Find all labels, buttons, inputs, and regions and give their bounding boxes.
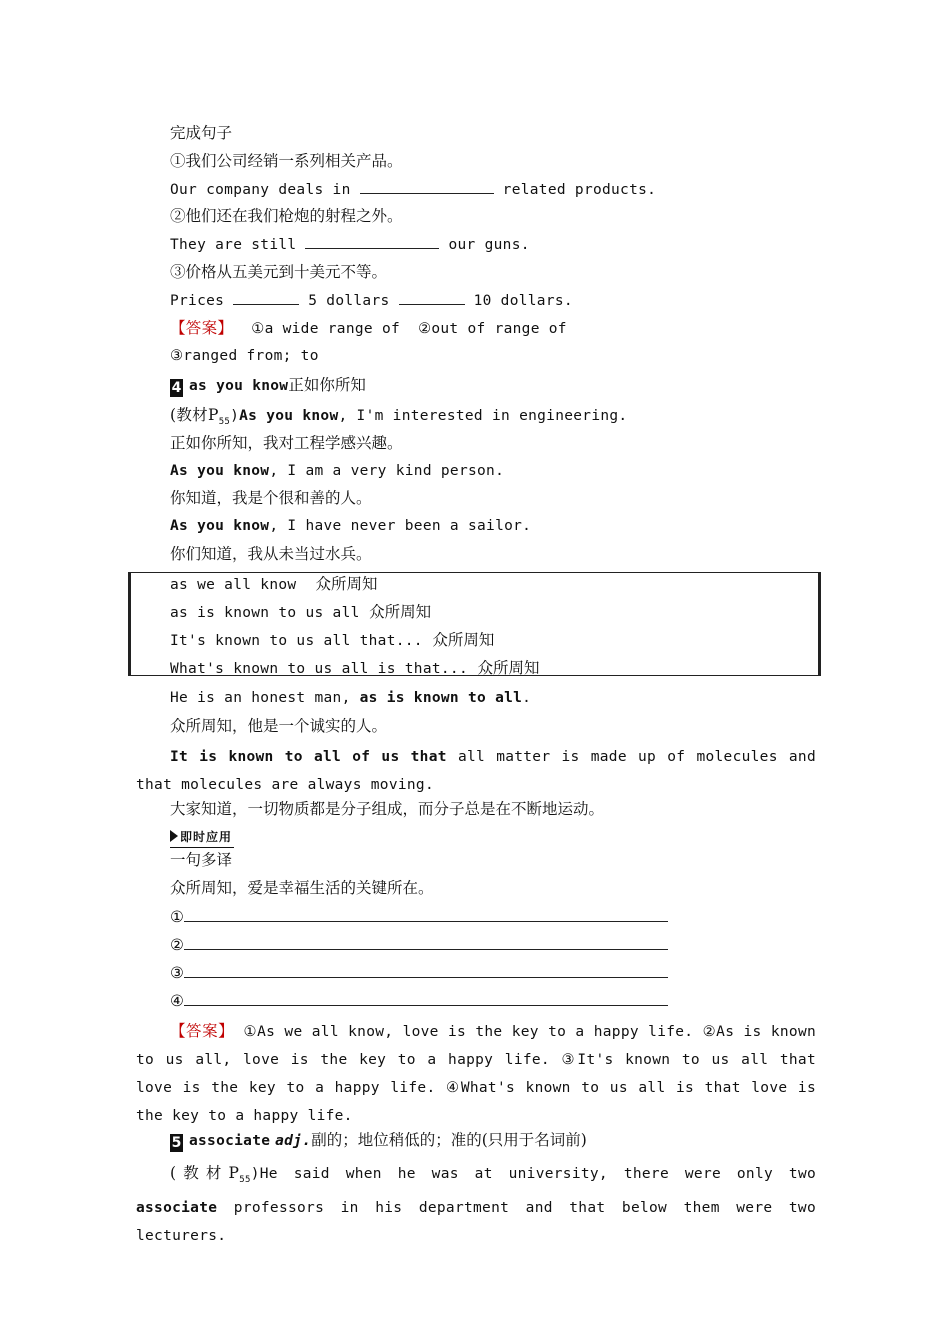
blank-line[interactable]: [184, 934, 668, 950]
exercise-heading: 完成句子: [170, 124, 233, 142]
instant-apply-tag: 即时应用: [170, 826, 234, 848]
section-5-example: (教材$P_{55})He$ said when he was at university, there were only two associate professors in his department and that below them were two lecturers.: [136, 1164, 816, 1244]
answer-line-1: 【答案】 ①a wide range of ②out of range of: [170, 319, 567, 337]
blank-line[interactable]: [305, 234, 439, 249]
question-3-english: Prices 5 dollars 10 dollars.: [170, 290, 573, 311]
example-1-translation: 正如你所知，我对工程学感兴趣。: [170, 434, 403, 452]
example-1: (教材$P_{55})As$ you know, I'm interested in engineering.: [170, 406, 628, 427]
expression-item: It's known to us all that... 众所周知: [170, 631, 495, 649]
triangle-icon: [170, 830, 178, 842]
example-2-translation: 你知道，我是个很和善的人。: [170, 489, 372, 507]
section-5-title: 5 associate adj.副的；地位稍低的；准的(只用于名词前): [171, 1131, 587, 1151]
section-number-badge: 4: [171, 380, 182, 396]
practice-sentence: 众所周知，爱是幸福生活的关键所在。: [170, 879, 434, 897]
answer-label: 【答案】: [170, 1022, 235, 1040]
example-2: As you know, I am a very kind person.: [170, 463, 505, 479]
example-3: As you know, I have never been a sailor.: [170, 518, 532, 534]
answer-blank-4: ④: [170, 990, 668, 1011]
answer-blank-3: ③: [170, 962, 668, 983]
question-1-chinese: ①我们公司经销一系列相关产品。: [170, 152, 403, 170]
question-2-chinese: ②他们还在我们枪炮的射程之外。: [170, 207, 403, 225]
expression-item: as we all know 众所周知: [170, 575, 378, 593]
blank-line[interactable]: [233, 290, 299, 305]
blank-line[interactable]: [360, 179, 494, 194]
answer-line-2: ③ranged from; to: [170, 348, 319, 364]
answer-label: 【答案】: [170, 319, 234, 337]
practice-heading: 一句多译: [170, 851, 233, 869]
section-number-badge: 5: [171, 1135, 182, 1151]
answer-blank-2: ②: [170, 934, 668, 955]
blank-line[interactable]: [184, 962, 668, 978]
section-4-title: 4 as you know正如你所知: [171, 376, 366, 396]
blank-line[interactable]: [184, 906, 668, 922]
box-left-rule: [129, 573, 131, 675]
blank-line[interactable]: [184, 990, 668, 1006]
question-1-english: Our company deals in related products.: [170, 179, 656, 200]
box-right-rule: [818, 573, 820, 675]
question-2-english: They are still our guns.: [170, 234, 530, 255]
example-5-translation: 大家知道，一切物质都是分子组成，而分子总是在不断地运动。: [170, 800, 605, 818]
practice-answer: 【答案】 ①As we all know, love is the key to a happy life. ②As is known to us all, love is the key to a happy life. ③It's known to us all that love is the key to a happy life. ④What's known to us all is that love is the key to a happy life.: [136, 1022, 817, 1124]
question-3-chinese: ③价格从五美元到十美元不等。: [170, 263, 388, 281]
blank-line[interactable]: [399, 290, 465, 305]
example-5: It is known to all of us that all matter is made up of molecules and that molecules are always moving.: [136, 749, 816, 793]
answer-blank-1: ①: [170, 906, 668, 927]
expression-item: as is known to us all 众所周知: [170, 603, 432, 621]
example-4-translation: 众所周知，他是一个诚实的人。: [170, 717, 388, 735]
example-3-translation: 你们知道，我从未当过水兵。: [170, 545, 372, 563]
example-4: He is an honest man, as is known to all.: [170, 690, 532, 706]
expression-item: What's known to us all is that... 众所周知: [170, 659, 540, 677]
